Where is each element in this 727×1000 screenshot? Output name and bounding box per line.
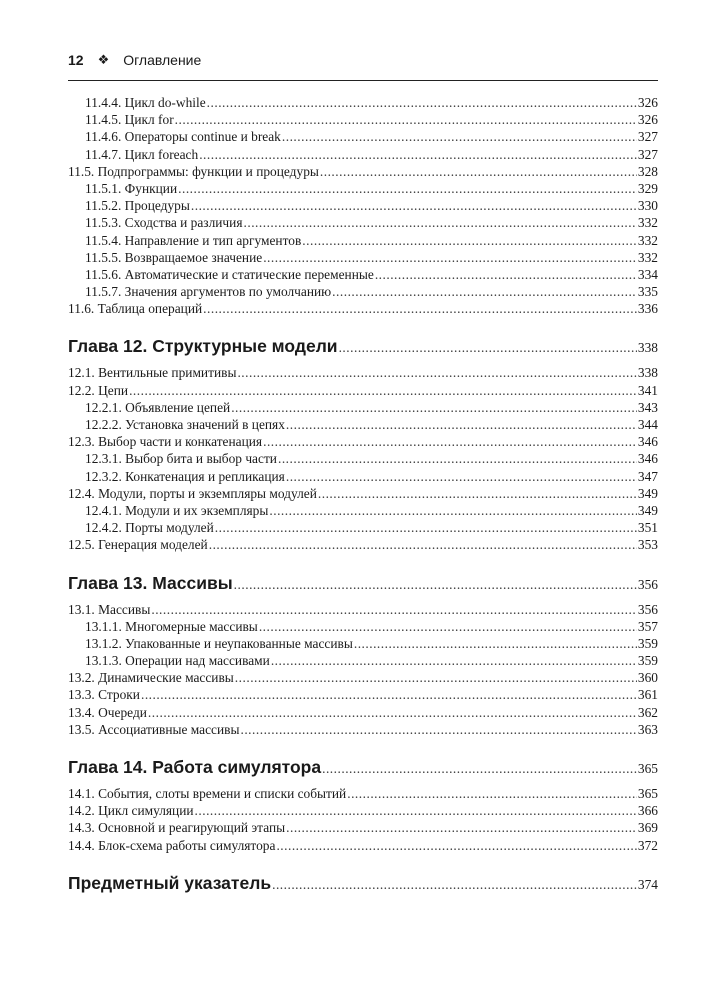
toc-entry-label: 14.2. Цикл симуляции	[68, 803, 194, 819]
dot-leader	[276, 837, 636, 854]
toc-entry-label: 12.5. Генерация моделей	[68, 537, 208, 553]
toc-entry[interactable]	[68, 819, 658, 836]
toc-entry[interactable]	[68, 128, 658, 145]
toc-entry[interactable]	[68, 266, 658, 283]
toc-entry[interactable]	[68, 232, 658, 249]
chapter-page: 338	[637, 340, 658, 356]
chapter-heading-13[interactable]	[68, 571, 658, 595]
toc-entry[interactable]	[68, 669, 658, 686]
dot-leader	[375, 266, 637, 283]
toc-entry-label: 14.4. Блок-схема работы симулятора	[68, 837, 276, 853]
toc-entry[interactable]	[68, 197, 658, 214]
toc-entry[interactable]	[68, 416, 658, 433]
toc-entry-page: 353	[637, 537, 658, 553]
toc-entry[interactable]	[68, 652, 658, 669]
toc-entry-page: 347	[637, 468, 658, 484]
dot-leader	[302, 232, 637, 249]
index-page: 374	[637, 876, 658, 892]
toc-entry-page: 363	[637, 721, 658, 737]
index-title: Предметный указатель	[68, 872, 272, 893]
dot-leader	[237, 364, 636, 381]
page-number: 12	[68, 52, 84, 68]
dot-leader	[175, 111, 637, 128]
toc-entry[interactable]	[68, 180, 658, 197]
toc-entry-label: 11.4.7. Цикл foreach	[85, 146, 199, 162]
toc-entry-label: 13.1. Массивы	[68, 601, 151, 617]
dot-leader	[148, 704, 637, 721]
toc-entry-page: 361	[637, 687, 658, 703]
toc-entry-page: 372	[637, 837, 658, 853]
toc-entry-label: 11.5.7. Значения аргументов по умолчанию	[85, 284, 332, 300]
index-heading[interactable]	[68, 871, 658, 895]
toc-entry[interactable]	[68, 837, 658, 854]
toc-entry-page: 357	[637, 618, 658, 634]
chapter-heading-12[interactable]	[68, 334, 658, 358]
toc-entry-label: 11.5.6. Автоматические и статические переменные	[85, 266, 374, 282]
toc-entry[interactable]	[68, 433, 658, 450]
toc-entry[interactable]	[68, 635, 658, 652]
toc-entry-page: 329	[637, 180, 658, 196]
toc-entry-page: 326	[637, 112, 658, 128]
toc-entry[interactable]	[68, 146, 658, 163]
toc-entry[interactable]	[68, 214, 658, 231]
chapter-page: 365	[637, 761, 658, 776]
toc-entry[interactable]	[68, 721, 658, 738]
dot-leader	[269, 502, 637, 519]
toc-entry-page: 346	[637, 434, 658, 450]
toc-entry-page: 332	[637, 249, 658, 265]
dot-leader	[339, 336, 637, 360]
toc-entry-label: 11.4.4. Цикл do-while	[85, 95, 206, 110]
toc-entry-page: 335	[637, 284, 658, 300]
dot-leader	[215, 519, 637, 536]
dot-leader	[286, 819, 637, 836]
toc-entry-page: 349	[637, 502, 658, 518]
toc-entry[interactable]	[68, 802, 658, 819]
dot-leader	[178, 180, 637, 197]
toc-entry-page: 327	[637, 129, 658, 145]
dot-leader	[332, 283, 637, 300]
toc-entry-label: 14.1. События, слоты времени и списки событий	[68, 786, 347, 801]
toc-entry-page: 334	[637, 266, 658, 282]
dot-leader	[263, 433, 637, 450]
toc-entry-page: 365	[637, 786, 658, 801]
toc-entry[interactable]	[68, 468, 658, 485]
toc-entry-label: 12.4.2. Порты модулей	[85, 520, 214, 536]
toc-entry[interactable]	[68, 785, 658, 802]
toc-entry[interactable]	[68, 519, 658, 536]
toc-entry-page: 366	[637, 803, 658, 819]
dot-leader	[286, 416, 637, 433]
toc-entry[interactable]	[68, 601, 658, 618]
toc-entry-label: 13.1.3. Операции над массивами	[85, 653, 270, 669]
toc-entry-page: 330	[637, 198, 658, 214]
toc-entry-page: 341	[637, 382, 658, 398]
toc-entry[interactable]	[68, 450, 658, 467]
toc-entry[interactable]	[68, 399, 658, 416]
toc-entry-page: 328	[637, 163, 658, 179]
dot-leader	[235, 669, 637, 686]
toc-entry-label: 12.4.1. Модули и их экземпляры	[85, 502, 269, 518]
toc-entry[interactable]	[68, 382, 658, 399]
toc-entry-label: 13.5. Ассоциативные массивы	[68, 721, 240, 737]
toc-entry-label: 11.5.1. Функции	[85, 180, 178, 196]
toc-entry-page: 336	[637, 301, 658, 317]
toc-entry-label: 11.5.2. Процедуры	[85, 198, 190, 214]
toc-entry-label: 12.4. Модули, порты и экземпляры модулей	[68, 485, 317, 501]
dot-leader	[191, 197, 637, 214]
dot-leader	[195, 802, 637, 819]
toc-entry-page: 332	[637, 232, 658, 248]
toc-entry-label: 12.3.1. Выбор бита и выбор части	[85, 451, 277, 467]
toc-entry[interactable]	[68, 111, 658, 128]
ornament-icon: ❖	[97, 52, 110, 67]
toc-entry-label: 13.2. Динамические массивы	[68, 670, 234, 686]
toc-entry-page: 326	[637, 95, 658, 110]
toc-entry-page: 343	[637, 399, 658, 415]
toc-entry-label: 12.3.2. Конкатенация и репликация	[85, 468, 285, 484]
dot-leader	[244, 214, 637, 231]
toc-entry-label: 11.5.3. Сходства и различия	[85, 215, 243, 231]
toc-entry[interactable]	[68, 686, 658, 703]
toc-entry[interactable]	[68, 249, 658, 266]
chapter-heading-14[interactable]	[68, 755, 658, 779]
toc-entry-label: 12.3. Выбор части и конкатенация	[68, 434, 263, 450]
dot-leader	[203, 300, 637, 317]
toc-entry-page: 349	[637, 485, 658, 501]
toc-entry[interactable]	[68, 283, 658, 300]
toc-entry-page: 338	[637, 365, 658, 381]
toc-entry[interactable]	[68, 94, 658, 111]
toc-entry[interactable]	[68, 704, 658, 721]
toc-entry-page: 362	[637, 704, 658, 720]
dot-leader	[272, 873, 637, 897]
dot-leader	[234, 573, 637, 597]
dot-leader	[141, 686, 637, 703]
chapter-title: Глава 13. Массивы	[68, 572, 233, 593]
toc-entry-page: 356	[637, 601, 658, 617]
dot-leader	[318, 485, 637, 502]
section-title: Оглавление	[123, 52, 202, 68]
dot-leader	[322, 757, 637, 781]
dot-leader	[347, 785, 637, 802]
toc-entry-label: 13.4. Очереди	[68, 704, 147, 720]
toc-entry[interactable]	[68, 618, 658, 635]
toc-entry[interactable]	[68, 485, 658, 502]
toc-entry-label: 11.5.5. Возвращаемое значение	[85, 249, 263, 265]
toc-entry-label: 12.2. Цепи	[68, 382, 129, 398]
toc-entry-label: 11.5.4. Направление и тип аргументов	[85, 232, 302, 248]
toc-entry-label: 13.1.1. Многомерные массивы	[85, 618, 258, 634]
running-header	[68, 52, 658, 81]
toc-entry-label: 14.3. Основной и реагирующий этапы	[68, 820, 286, 836]
dot-leader	[278, 450, 637, 467]
table-of-contents	[68, 94, 658, 895]
toc-entry-label: 12.2.1. Объявление цепей	[85, 399, 231, 415]
dot-leader	[354, 635, 637, 652]
toc-entry-page: 332	[637, 215, 658, 231]
toc-entry-page: 359	[637, 635, 658, 651]
dot-leader	[320, 163, 637, 180]
toc-entry-page: 351	[637, 520, 658, 536]
chapter-page: 356	[637, 576, 658, 592]
chapter-title: Глава 12. Структурные модели	[68, 336, 338, 357]
chapter-title: Глава 14. Работа симулятора	[68, 757, 322, 777]
toc-entry[interactable]	[68, 300, 658, 317]
toc-entry-label: 12.2.2. Установка значений в цепях	[85, 417, 285, 432]
toc-entry[interactable]	[68, 502, 658, 519]
dot-leader	[240, 721, 636, 738]
dot-leader	[271, 652, 637, 669]
toc-entry-label: 11.6. Таблица операций	[68, 301, 203, 317]
toc-entry[interactable]	[68, 163, 658, 180]
toc-entry-page: 359	[637, 653, 658, 669]
dot-leader	[207, 94, 637, 111]
toc-entry[interactable]	[68, 364, 658, 381]
toc-entry-label: 12.1. Вентильные примитивы	[68, 365, 237, 381]
dot-leader	[231, 399, 637, 416]
dot-leader	[286, 468, 637, 485]
dot-leader	[151, 601, 637, 618]
toc-entry-page: 344	[637, 417, 658, 432]
toc-entry-label: 13.1.2. Упакованные и неупакованные массивы	[85, 635, 353, 651]
dot-leader	[259, 618, 637, 635]
dot-leader	[263, 249, 637, 266]
dot-leader	[282, 128, 637, 145]
toc-entry[interactable]	[68, 536, 658, 553]
dot-leader	[209, 536, 637, 553]
dot-leader	[199, 146, 637, 163]
dot-leader	[129, 382, 637, 399]
toc-entry-page: 369	[637, 820, 658, 836]
toc-entry-page: 360	[637, 670, 658, 686]
toc-entry-page: 327	[637, 146, 658, 162]
toc-entry-label: 11.4.5. Цикл for	[85, 112, 174, 128]
toc-entry-label: 13.3. Строки	[68, 687, 140, 703]
toc-entry-label: 11.5. Подпрограммы: функции и процедуры	[68, 163, 319, 179]
toc-entry-page: 346	[637, 451, 658, 467]
toc-entry-label: 11.4.6. Операторы continue и break	[85, 129, 281, 145]
